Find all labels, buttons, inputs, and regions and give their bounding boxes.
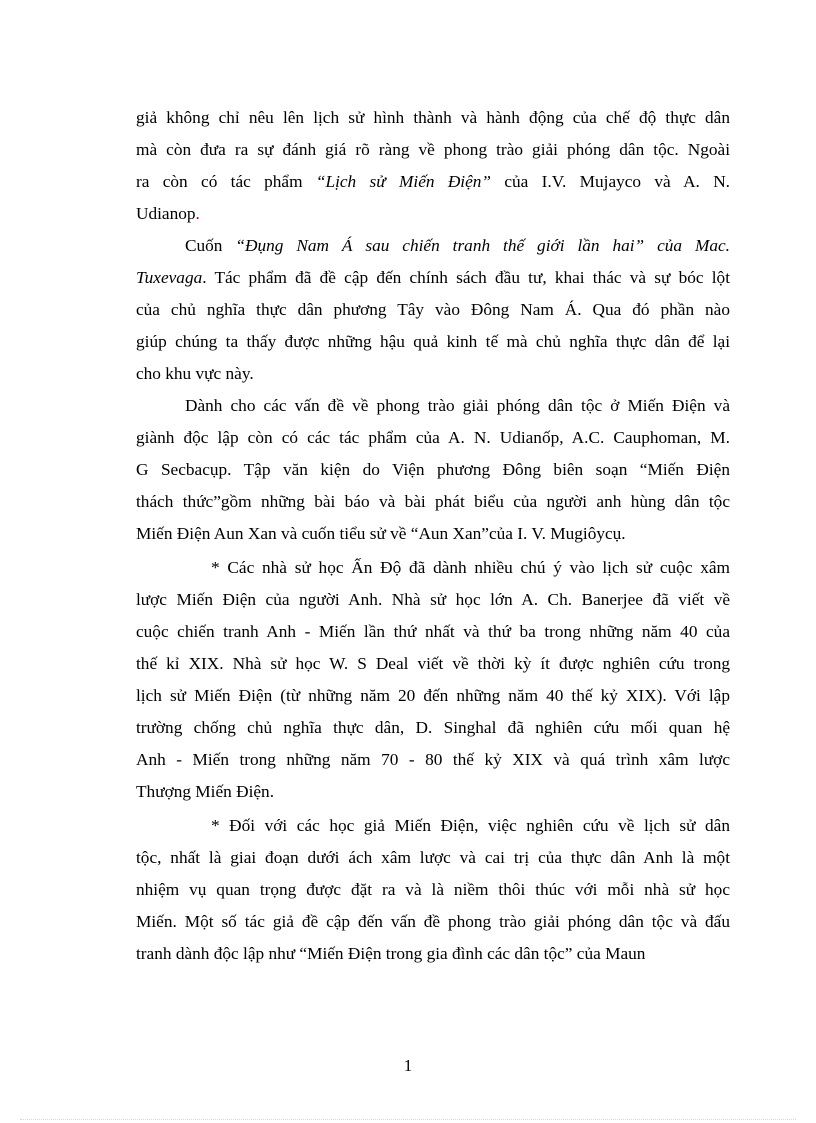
- text-line: tranh dành độc lập như “Miến Điện trong gia đình các dân tộc” của Maun: [136, 944, 646, 963]
- text-line: Anh - Miến trong những năm 70 - 80 thế kỷ XIX và quá trình xâm lược: [136, 750, 730, 769]
- footer-divider: [20, 1119, 796, 1120]
- book-title: “Đụng Nam Á sau chiến tranh thế giới lần hai” của Mac.: [235, 236, 730, 255]
- text-line: Miến. Một số tác giả đề cập đến vấn đề phong trào giải phóng dân tộc và đấu: [136, 912, 730, 931]
- text-line: [136, 171, 730, 193]
- text-line: cuộc chiến tranh Anh - Miến lần thứ nhất và thứ ba trong những năm 40 của: [136, 622, 730, 641]
- text-span: ra còn có tác phẩm: [136, 172, 316, 191]
- text-line: [185, 235, 730, 257]
- text-line: [136, 203, 730, 225]
- text-line: giả không chỉ nêu lên lịch sử hình thành và hành động của chế độ thực dân: [136, 108, 730, 127]
- text-line: Miến Điện Aun Xan và cuốn tiểu sử về “Aun Xan”của I. V. Mugiôycụ.: [136, 524, 626, 543]
- text-line: trường chống chủ nghĩa thực dân, D. Singhal đã nghiên cứu mối quan hệ: [136, 718, 730, 737]
- text-line: giành độc lập còn có các tác phẩm của A. N. Udianốp, A.C. Cauphoman, M.: [136, 428, 730, 447]
- text-line: tộc, nhất là giai đoạn dưới ách xâm lược và cai trị của thực dân Anh là một: [136, 848, 730, 867]
- text-line: Dành cho các vấn đề về phong trào giải phóng dân tộc ở Miến Điện và: [185, 396, 730, 415]
- text-span: . Tác phẩm đã đề cập đến chính sách đầu tư, khai thác và sự bóc lột: [202, 268, 730, 287]
- text-line: G Secbacụp. Tập văn kiện do Viện phương Đông biên soạn “Miến Điện: [136, 460, 730, 479]
- text-span: Cuốn: [185, 236, 236, 255]
- text-line: thế kỉ XIX. Nhà sử học W. S Deal viết về thời kỳ ít được nghiên cứu trong: [136, 654, 730, 673]
- text-line: * Các nhà sử học Ấn Độ đã dành nhiều chú ý vào lịch sử cuộc xâm: [211, 558, 730, 577]
- book-title: “Lịch sử Miến Điện”: [315, 172, 492, 191]
- text-line: mà còn đưa ra sự đánh giá rõ ràng về phong trào giải phóng dân tộc. Ngoài: [136, 140, 730, 159]
- text-line: thách thức”gồm những bài báo và bài phát biểu của người anh hùng dân tộc: [136, 492, 730, 511]
- text-line: giúp chúng ta thấy được những hậu quả kinh tế mà chủ nghĩa thực dân để lại: [136, 332, 730, 351]
- red-period: .: [195, 204, 200, 223]
- text-line: cho khu vực này.: [136, 364, 254, 383]
- text-line: của chủ nghĩa thực dân phương Tây vào Đông Nam Á. Qua đó phần nào: [136, 300, 730, 319]
- page-number: 1: [403, 1056, 413, 1075]
- text-span: Udianop: [136, 204, 196, 223]
- text-span: của I.V. Mujayco và A. N.: [491, 172, 730, 191]
- text-line: nhiệm vụ quan trọng được đặt ra và là niềm thôi thúc với mỗi nhà sử học: [136, 880, 730, 899]
- author-name: Tuxevaga: [136, 268, 203, 287]
- text-line: lược Miến Điện của người Anh. Nhà sử học lớn A. Ch. Banerjee đã viết về: [136, 590, 730, 609]
- text-line: * Đối với các học giả Miến Điện, việc nghiên cứu về lịch sử dân: [211, 816, 730, 835]
- text-line: [136, 267, 730, 289]
- text-line: Thượng Miến Điện.: [136, 782, 275, 801]
- text-line: lịch sử Miến Điện (từ những năm 20 đến những năm 40 thế kỷ XIX). Với lập: [136, 686, 730, 705]
